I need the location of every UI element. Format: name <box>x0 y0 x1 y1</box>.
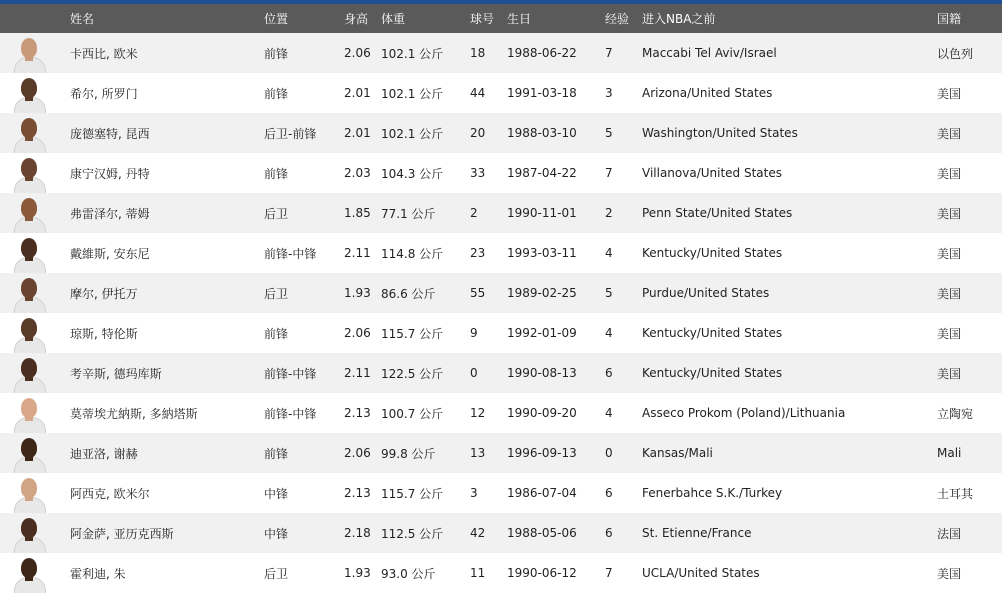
table-row[interactable] <box>0 433 1002 473</box>
player-avatar[interactable] <box>12 75 46 113</box>
player-experience: 6 <box>605 366 613 380</box>
player-photo-cell <box>0 233 70 273</box>
player-avatar[interactable] <box>12 235 46 273</box>
player-height: 2.03 <box>344 166 371 180</box>
player-nationality: 美国 <box>937 126 962 141</box>
player-pre-nba: Kentucky/United States <box>642 246 783 260</box>
player-position: 前锋 <box>264 46 289 61</box>
player-position: 前锋-中锋 <box>264 366 317 381</box>
player-avatar[interactable] <box>12 515 46 553</box>
player-experience: 5 <box>605 286 613 300</box>
player-name[interactable]: 希尔, 所罗门 <box>70 86 138 101</box>
player-pre-nba: Maccabi Tel Aviv/Israel <box>642 46 777 60</box>
player-weight: 102.1 公斤 <box>381 86 444 101</box>
player-birthdate: 1990-06-12 <box>507 566 577 580</box>
player-position: 中锋 <box>264 486 289 501</box>
player-position: 前锋 <box>264 166 289 181</box>
player-photo-cell <box>0 153 70 193</box>
header-height[interactable]: 身高 <box>344 12 369 26</box>
player-photo-cell <box>0 553 70 593</box>
player-height: 2.11 <box>344 246 371 260</box>
player-position: 后卫-前锋 <box>264 126 317 141</box>
player-experience: 7 <box>605 566 613 580</box>
player-number: 33 <box>470 166 486 180</box>
player-name[interactable]: 弗雷泽尔, 蒂姆 <box>70 206 150 221</box>
player-avatar[interactable] <box>12 155 46 193</box>
player-height: 2.01 <box>344 126 371 140</box>
player-number: 3 <box>470 486 478 500</box>
header-nationality[interactable]: 国籍 <box>937 12 962 26</box>
player-photo-cell <box>0 113 70 153</box>
player-nationality: Mali <box>937 446 962 460</box>
player-name[interactable]: 戴維斯, 安东尼 <box>70 246 150 261</box>
player-photo-cell <box>0 73 70 113</box>
player-height: 2.11 <box>344 366 371 380</box>
player-pre-nba: Washington/United States <box>642 126 798 140</box>
player-photo-cell <box>0 33 70 73</box>
player-avatar[interactable] <box>12 555 46 593</box>
player-name[interactable]: 迪亚洛, 谢赫 <box>70 446 138 461</box>
table-row[interactable] <box>0 473 1002 513</box>
roster-table <box>0 4 1002 593</box>
player-pre-nba: Kentucky/United States <box>642 366 783 380</box>
player-position: 后卫 <box>264 566 289 581</box>
player-nationality: 美国 <box>937 246 962 261</box>
player-number: 44 <box>470 86 486 100</box>
player-weight: 115.7 公斤 <box>381 326 444 341</box>
player-pre-nba: Penn State/United States <box>642 206 793 220</box>
player-height: 2.06 <box>344 446 371 460</box>
player-experience: 7 <box>605 46 613 60</box>
player-position: 前锋 <box>264 446 289 461</box>
player-avatar[interactable] <box>12 35 46 73</box>
player-experience: 7 <box>605 166 613 180</box>
player-birthdate: 1991-03-18 <box>507 86 577 100</box>
player-experience: 4 <box>605 326 613 340</box>
table-header-row <box>0 4 1002 33</box>
player-experience: 0 <box>605 446 613 460</box>
player-height: 2.06 <box>344 326 371 340</box>
player-nationality: 美国 <box>937 366 962 381</box>
player-pre-nba: Kansas/Mali <box>642 446 713 460</box>
player-name[interactable]: 莫蒂埃尤納斯, 多納塔斯 <box>70 406 198 421</box>
player-position: 前锋-中锋 <box>264 406 317 421</box>
player-name[interactable]: 摩尔, 伊托万 <box>70 286 138 301</box>
header-photo <box>0 4 70 33</box>
player-birthdate: 1990-09-20 <box>507 406 577 420</box>
header-experience[interactable]: 经验 <box>605 12 630 26</box>
player-pre-nba: UCLA/United States <box>642 566 760 580</box>
player-photo-cell <box>0 273 70 313</box>
table-row[interactable] <box>0 313 1002 353</box>
header-position[interactable]: 位置 <box>264 12 289 26</box>
player-nationality: 立陶宛 <box>937 406 974 421</box>
table-row[interactable] <box>0 233 1002 273</box>
player-photo-cell <box>0 393 70 433</box>
player-position: 后卫 <box>264 206 289 221</box>
player-weight: 114.8 公斤 <box>381 246 444 261</box>
player-number: 20 <box>470 126 486 140</box>
table-row[interactable] <box>0 73 1002 113</box>
player-number: 55 <box>470 286 486 300</box>
player-nationality: 美国 <box>937 166 962 181</box>
player-birthdate: 1990-08-13 <box>507 366 577 380</box>
player-nationality: 美国 <box>937 326 962 341</box>
player-experience: 6 <box>605 526 613 540</box>
header-name[interactable]: 姓名 <box>70 12 95 26</box>
table-row[interactable] <box>0 113 1002 153</box>
roster-body <box>0 33 1002 593</box>
player-experience: 3 <box>605 86 613 100</box>
player-experience: 6 <box>605 486 613 500</box>
player-nationality: 美国 <box>937 286 962 301</box>
player-weight: 112.5 公斤 <box>381 526 444 541</box>
table-row[interactable] <box>0 193 1002 233</box>
player-photo-cell <box>0 473 70 513</box>
player-height: 1.93 <box>344 566 371 580</box>
table-row[interactable] <box>0 353 1002 393</box>
player-height: 2.01 <box>344 86 371 100</box>
player-pre-nba: Arizona/United States <box>642 86 773 100</box>
table-row[interactable] <box>0 393 1002 433</box>
player-experience: 4 <box>605 246 613 260</box>
player-nationality: 法国 <box>937 526 962 541</box>
player-birthdate: 1993-03-11 <box>507 246 577 260</box>
player-avatar[interactable] <box>12 395 46 433</box>
player-birthdate: 1989-02-25 <box>507 286 577 300</box>
player-height: 2.13 <box>344 406 371 420</box>
player-name[interactable]: 阿西克, 欧米尔 <box>70 486 150 501</box>
player-weight: 104.3 公斤 <box>381 166 444 181</box>
player-photo-cell <box>0 433 70 473</box>
table-row[interactable] <box>0 513 1002 553</box>
player-avatar[interactable] <box>12 475 46 513</box>
player-pre-nba: Purdue/United States <box>642 286 770 300</box>
player-number: 9 <box>470 326 478 340</box>
player-height: 2.06 <box>344 46 371 60</box>
player-name[interactable]: 庞德塞特, 昆西 <box>70 126 150 141</box>
player-avatar[interactable] <box>12 435 46 473</box>
player-avatar[interactable] <box>12 115 46 153</box>
player-weight: 100.7 公斤 <box>381 406 444 421</box>
player-nationality: 美国 <box>937 566 962 581</box>
player-number: 12 <box>470 406 486 420</box>
player-height: 2.13 <box>344 486 371 500</box>
player-position: 前锋-中锋 <box>264 246 317 261</box>
player-nationality: 土耳其 <box>937 486 974 501</box>
table-row[interactable] <box>0 33 1002 73</box>
player-birthdate: 1988-06-22 <box>507 46 577 60</box>
player-avatar[interactable] <box>12 195 46 233</box>
player-photo-cell <box>0 313 70 353</box>
player-name[interactable]: 卡西比, 欧米 <box>70 46 138 61</box>
table-row[interactable] <box>0 273 1002 313</box>
player-pre-nba: Fenerbahce S.K./Turkey <box>642 486 783 500</box>
player-name[interactable]: 霍利迪, 朱 <box>70 566 126 581</box>
player-number: 11 <box>470 566 486 580</box>
player-experience: 5 <box>605 126 613 140</box>
player-birthdate: 1987-04-22 <box>507 166 577 180</box>
player-name[interactable]: 考辛斯, 德玛库斯 <box>70 366 162 381</box>
player-number: 0 <box>470 366 478 380</box>
player-position: 中锋 <box>264 526 289 541</box>
player-photo-cell <box>0 193 70 233</box>
player-weight: 93.0 公斤 <box>381 566 436 581</box>
player-weight: 86.6 公斤 <box>381 286 436 301</box>
player-experience: 4 <box>605 406 613 420</box>
player-pre-nba: Asseco Prokom (Poland)/Lithuania <box>642 406 846 420</box>
player-pre-nba: Villanova/United States <box>642 166 783 180</box>
player-weight: 77.1 公斤 <box>381 206 436 221</box>
header-pre-nba[interactable]: 进入NBA之前 <box>642 12 716 26</box>
player-weight: 115.7 公斤 <box>381 486 444 501</box>
player-birthdate: 1992-01-09 <box>507 326 577 340</box>
player-name[interactable]: 康宁汉姆, 丹特 <box>70 166 150 181</box>
player-avatar[interactable] <box>12 355 46 393</box>
player-position: 前锋 <box>264 86 289 101</box>
player-birthdate: 1996-09-13 <box>507 446 577 460</box>
player-height: 1.93 <box>344 286 371 300</box>
player-birthdate: 1990-11-01 <box>507 206 577 220</box>
player-photo-cell <box>0 353 70 393</box>
player-name[interactable]: 琼斯, 特伦斯 <box>70 326 138 341</box>
header-weight[interactable]: 体重 <box>381 12 406 26</box>
player-number: 18 <box>470 46 486 60</box>
player-nationality: 美国 <box>937 86 962 101</box>
player-number: 23 <box>470 246 486 260</box>
player-pre-nba: St. Etienne/France <box>642 526 752 540</box>
header-birthdate[interactable]: 生日 <box>507 12 532 26</box>
player-avatar[interactable] <box>12 315 46 353</box>
player-weight: 102.1 公斤 <box>381 46 444 61</box>
table-row[interactable] <box>0 153 1002 193</box>
player-birthdate: 1988-03-10 <box>507 126 577 140</box>
player-number: 42 <box>470 526 486 540</box>
player-pre-nba: Kentucky/United States <box>642 326 783 340</box>
player-position: 后卫 <box>264 286 289 301</box>
player-nationality: 以色列 <box>937 46 974 61</box>
player-name[interactable]: 阿金萨, 亚历克西斯 <box>70 526 174 541</box>
player-nationality: 美国 <box>937 206 962 221</box>
player-experience: 2 <box>605 206 613 220</box>
player-height: 1.85 <box>344 206 371 220</box>
header-number[interactable]: 球号 <box>470 12 495 26</box>
player-height: 2.18 <box>344 526 371 540</box>
player-weight: 99.8 公斤 <box>381 446 436 461</box>
player-number: 13 <box>470 446 486 460</box>
player-weight: 102.1 公斤 <box>381 126 444 141</box>
player-photo-cell <box>0 513 70 553</box>
player-number: 2 <box>470 206 478 220</box>
table-row[interactable] <box>0 553 1002 593</box>
player-birthdate: 1986-07-04 <box>507 486 577 500</box>
player-avatar[interactable] <box>12 275 46 313</box>
player-position: 前锋 <box>264 326 289 341</box>
player-birthdate: 1988-05-06 <box>507 526 577 540</box>
player-weight: 122.5 公斤 <box>381 366 444 381</box>
